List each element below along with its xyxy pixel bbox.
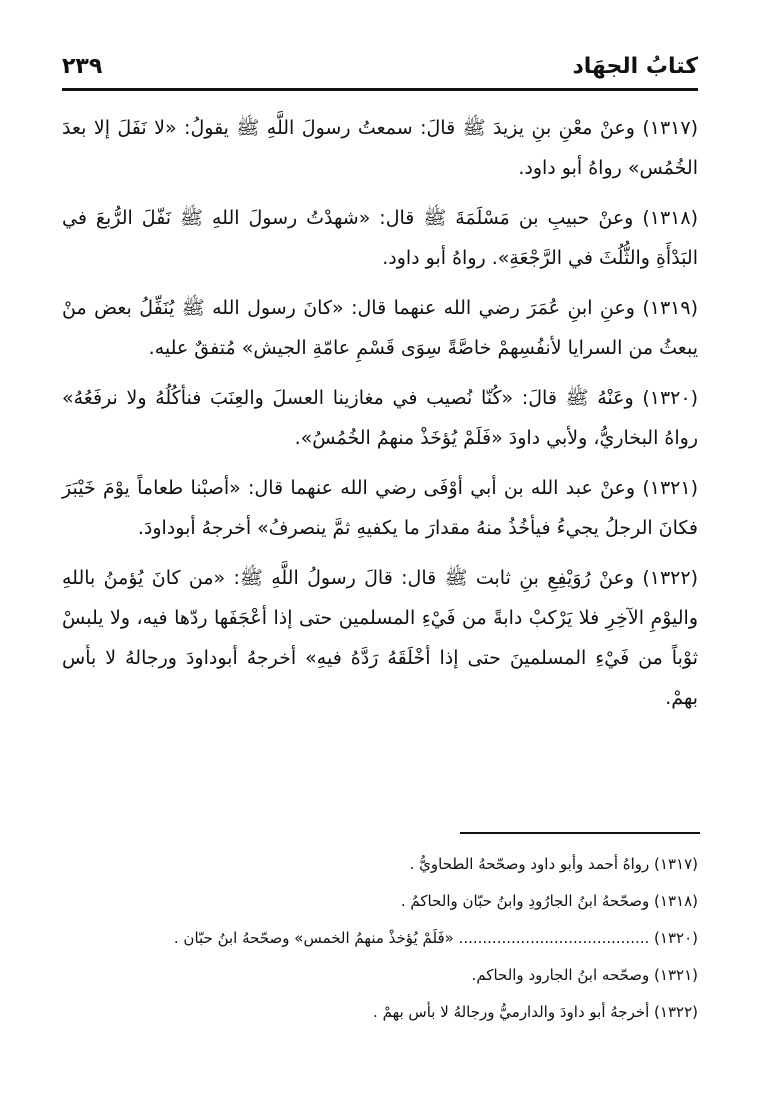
hadith-1321: (١٣٢١) وعنْ عبد الله بن أبي أوْفَى رضي الله عنهما قال: «أصبْنا طعاماً يوْمَ خَيْبَرَ فكانَ الرجلُ يجيءُ فيأخُذُ منهُ مقدارَ ما يكفيهِ ثمَّ ينصرفُ» أخرجهُ أبوداودَ. <box>62 477 698 539</box>
footnote-1320: (١٣٢٠) ........................................ «فَلَمْ يُؤخذْ منهمُ الخمس» وصحّحهُ ابنُ حبّان . <box>173 929 698 947</box>
hadith-1322: (١٣٢٢) وعنْ رُوَيْفِعِ بنِ ثابت ﷺ قال: قالَ رسولُ اللَّهِ ﷺ: «من كانَ يُؤمنُ باللهِ واليوْمِ الآخِرِ فلا يَرْكبْ دابةً من فَيْءِ المسلمين حتى إذا أعْجَفَها ردّها فيه، ولا يلبسْ ثوْباً من فَيْءِ المسلمينَ حتى إذا أخْلَقَهُ رَدَّهُ فيهِ» أخرجهُ أبوداودَ ورجالهُ لا بأس بهمْ. <box>62 567 698 709</box>
hadith-1317: (١٣١٧) وعنْ معْنِ بنِ يزيدَ ﷺ قالَ: سمعتُ رسولَ اللَّهِ ﷺ يقولُ: «لا نَفَلَ إلا بعدَ الخُمُس» رواهُ أبو داود. <box>62 117 698 179</box>
footnotes <box>62 846 698 1031</box>
page-number: ٢٣٩ <box>62 54 103 79</box>
hadith-list <box>62 108 698 728</box>
footnote-1321: (١٣٢١) وصحّحه ابنُ الجارود والحاكم. <box>471 966 698 984</box>
chapter-title: كتابُ الجهَاد <box>572 54 698 79</box>
header-divider <box>62 88 698 91</box>
hadith-1319: (١٣١٩) وعنِ ابنِ عُمَرَ رضي الله عنهما قال: «كانَ رسول الله ﷺ يُنَفِّلُ بعض منْ يبعثُ من السرايا لأنفُسِهمْ خاصَّةً سِوَى قَسْمِ عامّةِ الجيش» مُتفقٌ عليه. <box>62 297 698 359</box>
footnote-1317: (١٣١٧) رواهُ أحمد وأبو داود وصحّحهُ الطحاويُّ . <box>409 855 698 873</box>
hadith-1318: (١٣١٨) وعنْ حبيبِ بن مَسْلَمَةَ ﷺ قال: «شهدْتُ رسولَ اللهِ ﷺ نَفّلَ الرُّبعَ في البَدْأَةِ والثُّلُثَ في الرَّجْعَةِ». رواهُ أبو داود. <box>62 207 698 269</box>
footnote-divider <box>460 832 700 834</box>
footnote-1322: (١٣٢٢) أخرجهُ أبو داودَ والدارميُّ ورجالهُ لا بأس بهمْ . <box>373 1003 698 1021</box>
footnote-1318: (١٣١٨) وصحّحهُ ابنُ الجارُودِ وابنُ حبّان والحاكمُ . <box>400 892 698 910</box>
hadith-1320: (١٣٢٠) وعَنْهُ ﷺ قالَ: «كُنّا نُصيب في مغازينا العسلَ والعِنَبَ فنأكُلُهُ ولا نرفَعُهُ» رواهُ البخاريُّ، ولأبي داودَ «فَلَمْ يُؤخَذْ منهمُ الخُمُسُ». <box>62 387 698 449</box>
page-header <box>62 52 698 86</box>
